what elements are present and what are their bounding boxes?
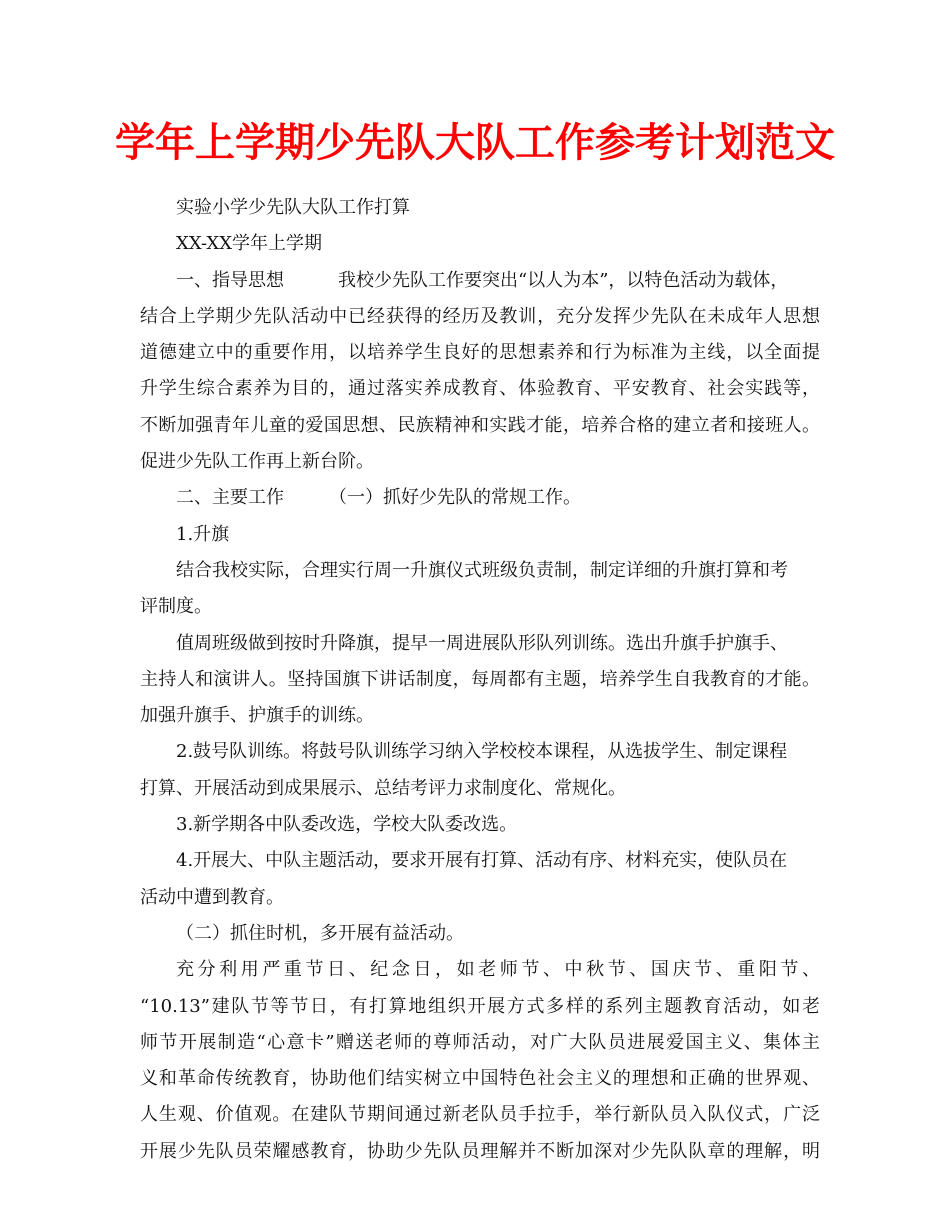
text-line: 3.新学期各中队委改选，学校大队委改选。 — [176, 814, 518, 836]
text-line: “10.13”建队节等节日，有打算地组织开展方式多样的系列主题教育活动，如老 — [140, 995, 820, 1017]
text-line: 结合上学期少先队活动中已经获得的经历及教训，充分发挥少先队在未成年人思想 — [140, 305, 820, 327]
text-line: 1.升旗 — [176, 523, 230, 545]
text-line: 结合我校实际，合理实行周一升旗仪式班级负责制，制定详细的升旗打算和考 — [176, 559, 788, 581]
text-line: 活动中遭到教育。 — [140, 886, 284, 908]
text-line: XX-XX学年上学期 — [176, 233, 323, 255]
text-line: 加强升旗手、护旗手的训练。 — [140, 705, 374, 727]
text-line: 充分利用严重节日、纪念日，如老师节、中秋节、国庆节、重阳节、 — [176, 959, 820, 981]
text-line: 促进少先队工作再上新台阶。 — [140, 451, 374, 473]
text-line: 开展少先队员荣耀感教育，协助少先队员理解并不断加深对少先队队章的理解，明 — [140, 1140, 820, 1162]
text-line: 不断加强青年儿童的爱国思想、民族精神和实践才能，培养合格的建立者和接班人。 — [140, 414, 820, 436]
text-line: 升学生综合素养为目的，通过落实养成教育、体验教育、平安教育、社会实践等， — [140, 378, 820, 400]
text-line: 道德建立中的重要作用，以培养学生良好的思想素养和行为标准为主线，以全面提 — [140, 342, 820, 364]
text-line: 一、指导思想 我校少先队工作要突出“以人为本”，以特色活动为载体， — [176, 269, 789, 291]
text-line: 二、主要工作 （一）抓好少先队的常规工作。 — [176, 487, 581, 509]
text-line: 评制度。 — [140, 596, 212, 618]
document-title: 学年上学期少先队大队工作参考计划范文 — [115, 120, 835, 166]
text-line: 主持人和演讲人。坚持国旗下讲话制度，每周都有主题，培养学生自我教育的才能。 — [140, 668, 820, 690]
document-body — [140, 190, 820, 1170]
text-line: 实验小学少先队大队工作打算 — [176, 197, 410, 218]
text-line: 2.鼓号队训练。将鼓号队训练学习纳入学校校本课程，从选拔学生、制定课程 — [176, 741, 788, 763]
text-line: （二）抓住时机，多开展有益活动。 — [176, 922, 464, 944]
text-line: 师节开展制造“心意卡”赠送老师的尊师活动，对广大队员进展爱国主义、集体主 — [140, 1031, 820, 1053]
text-line: 义和革命传统教育，协助他们结实树立中国特色社会主义的理想和正确的世界观、 — [140, 1068, 820, 1090]
text-line: 值周班级做到按时升降旗，提早一周进展队形队列训练。选出升旗手护旗手、 — [176, 632, 788, 654]
text-line: 人生观、价值观。在建队节期间通过新老队员手拉手，举行新队员入队仪式，广泛 — [140, 1104, 820, 1126]
text-line: 4.开展大、中队主题活动，要求开展有打算、活动有序、材料充实，使队员在 — [176, 850, 788, 872]
text-line: 打算、开展活动到成果展示、总结考评力求制度化、常规化。 — [140, 777, 626, 799]
